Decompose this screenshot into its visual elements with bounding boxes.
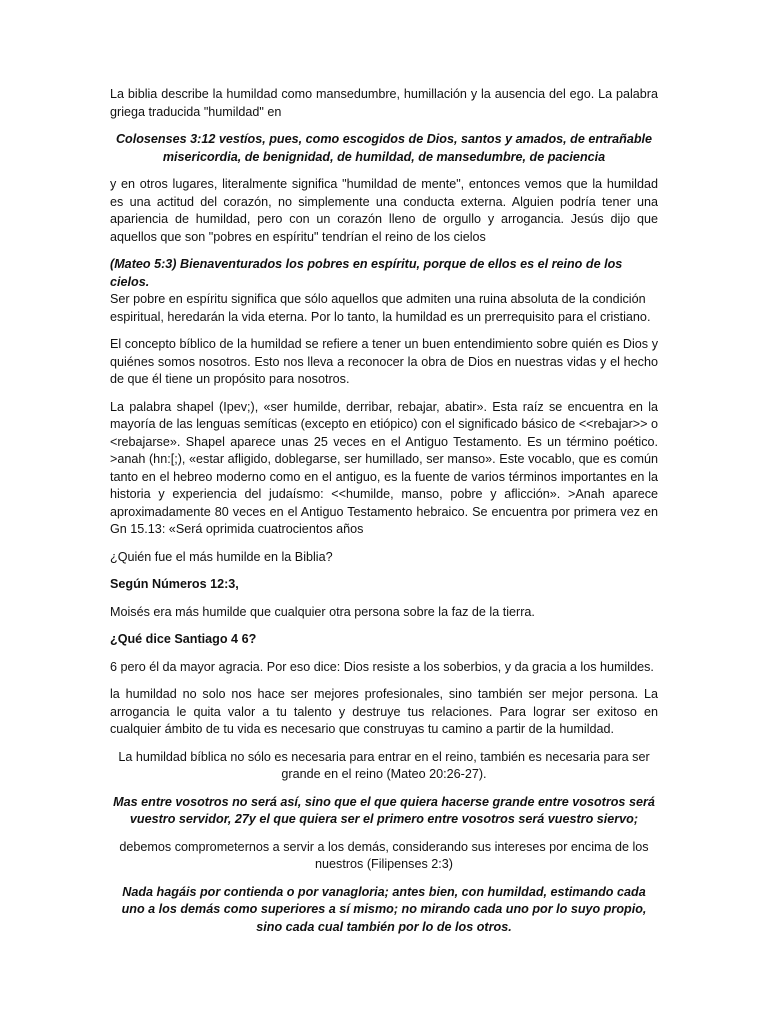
biblical-concept-paragraph: El concepto bíblico de la humildad se refiere a tener un buen entendimiento sobre quién es Dios y quiénes somos nosotros. Esto nos lleva a reconocer la obra de Dios en nuestras vidas y el hecho de que él tiene un propósito para nosotros. xyxy=(110,337,658,386)
numbers-reference: Según Números 12:3, xyxy=(110,577,239,591)
james-verse: 6 pero él da mayor agracia. Por eso dice: Dios resiste a los soberbios, y da gracia a los humildes. xyxy=(110,659,654,674)
philippians-quote: Nada hagáis por contienda o por vanagloria; antes bien, con humildad, estimando cada uno a los demás como superiores a sí mismo; no mirando cada uno por lo suyo propio, sino cada cual también por lo de los otros. xyxy=(121,884,647,934)
matthew-quote: (Mateo 5:3) Bienaventurados los pobres en espíritu, porque de ellos es el reino de los cielos. xyxy=(110,257,623,289)
poor-in-spirit-explanation: Ser pobre en espíritu significa que sólo aquellos que admiten una ruina absoluta de la condición espiritual, heredarán la vida eterna. Por lo tanto, la humildad es un prerrequisito para el cristiano. xyxy=(110,292,651,324)
matthew-20-quote: Mas entre vosotros no será así, sino que el que quiera hacerse grande entre vosotros será vuestro servidor, 27y el que quiera ser el primero entre vosotros será vuestro siervo; xyxy=(113,794,655,826)
colossians-quote: Colosenses 3:12 vestíos, pues, como escogidos de Dios, santos y amados, de entrañable misericordia, de benignidad, de humildad, de mansedumbre, de paciencia xyxy=(115,132,653,164)
matthew-paragraph xyxy=(110,256,658,326)
shapel-paragraph: La palabra shapel (Ipev;), «ser humilde, derribar, rebajar, abatir». Esta raíz se encuentra en la mayoría de las lenguas semíticas (excepto en etiópico) con el significado básico de <<rebajar>> o <rebajarse». Shapel aparece unas 25 veces en el Antiguo Testamento. Es un término poético. >anah (hn:[;), «estar afligido, doblegarse, ser humillado, ser manso». Este vocablo, que es común tanto en el hebreo moderno como en el antiguo, es la fuente de varios términos importantes en la historia y experiencia del judaísmo: <<humilde, manso, pobre y aflicción». >Anah aparece aproximadamente 80 veces en el Antiguo Testamento hebraico. Se encuentra por primera vez en Gn 15.13: «Será oprimida cuatrocientos años xyxy=(110,399,658,536)
professional-paragraph: la humildad no solo nos hace ser mejores profesionales, sino también ser mejor persona. La arrogancia le quita valor a tu talento y destruye tus relaciones. Para lograr ser exitoso en cualquier ámbito de tu vida es necesario que construyas tu camino a partir de la humildad. xyxy=(110,687,658,736)
intro-paragraph: La biblia describe la humildad como mansedumbre, humillación y la ausencia del ego. La palabra griega traducida "humildad" en xyxy=(110,87,658,119)
humility-of-mind-paragraph: y en otros lugares, literalmente significa "humildad de mente", entonces vemos que la humildad es una actitud del corazón, no simplemente una conducta externa. Alguien podría tener una apariencia de humildad, pero con un corazón lleno de orgullo y arrogancia. Jesús dijo que aquellos que son "pobres en espíritu" tendrían el reino de los cielos xyxy=(110,177,658,244)
kingdom-paragraph: La humildad bíblica no sólo es necesaria para entrar en el reino, también es necesaria para ser grande en el reino (Mateo 20:26-27). xyxy=(118,749,650,781)
moses-paragraph: Moisés era más humilde que cualquier otra persona sobre la faz de la tierra. xyxy=(110,604,535,619)
question-most-humble: ¿Quién fue el más humilde en la Biblia? xyxy=(110,549,333,564)
serve-others-paragraph: debemos comprometernos a servir a los demás, considerando sus intereses por encima de los nuestros (Filipenses 2:3) xyxy=(119,839,649,871)
question-james: ¿Qué dice Santiago 4 6? xyxy=(110,632,257,646)
